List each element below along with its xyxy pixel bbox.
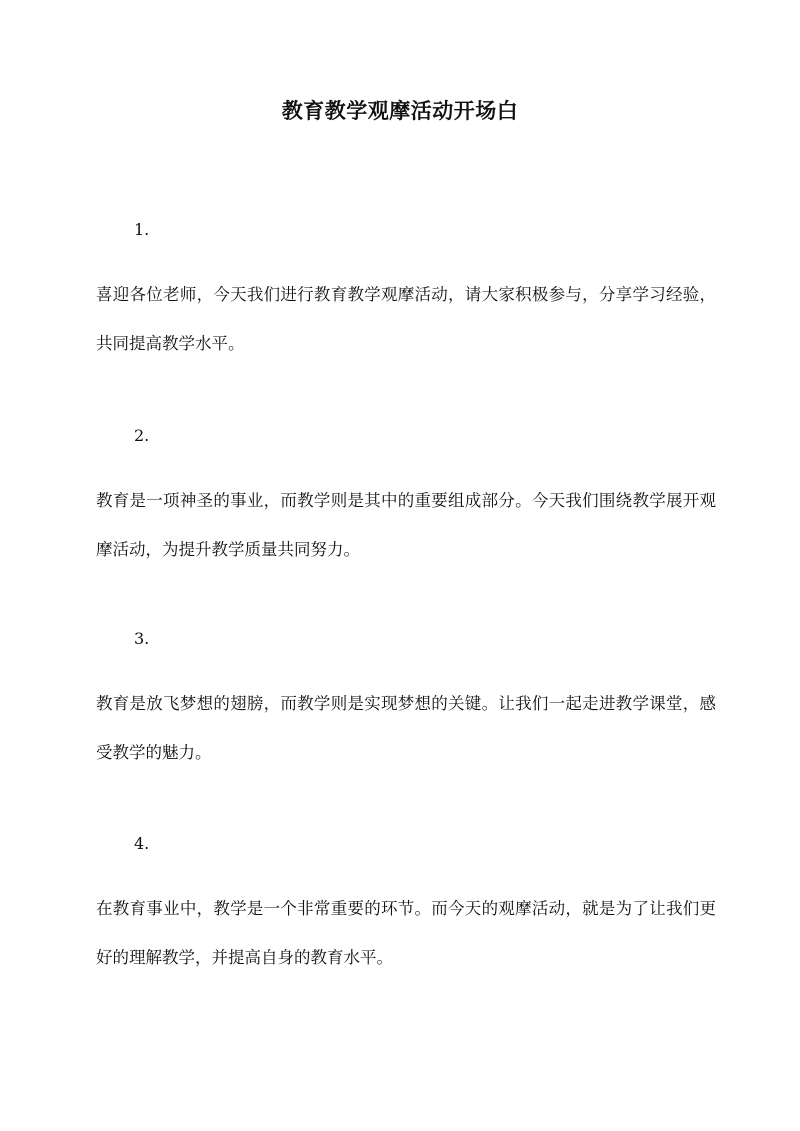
section-number: 1.	[134, 220, 150, 239]
section-number: 3.	[134, 629, 150, 648]
section-1	[96, 218, 716, 368]
section-4	[96, 832, 716, 982]
section-paragraph: 喜迎各位老师，今天我们进行教育教学观摩活动，请大家积极参与，分享学习经验，共同提高教学水平。	[96, 285, 716, 353]
section-number: 4.	[134, 834, 150, 853]
section-paragraph: 在教育事业中，教学是一个非常重要的环节。而今天的观摩活动，就是为了让我们更好的理解教学，并提高自身的教育水平。	[96, 899, 716, 967]
section-paragraph: 教育是放飞梦想的翅膀，而教学则是实现梦想的关键。让我们一起走进教学课堂，感受教学的魅力。	[96, 694, 716, 762]
section-2	[96, 424, 716, 574]
document-title: 教育教学观摩活动开场白	[281, 98, 519, 123]
section-3	[96, 627, 716, 777]
section-number: 2.	[134, 426, 150, 445]
section-paragraph: 教育是一项神圣的事业，而教学则是其中的重要组成部分。今天我们围绕教学展开观摩活动，为提升教学质量共同努力。	[96, 491, 716, 559]
